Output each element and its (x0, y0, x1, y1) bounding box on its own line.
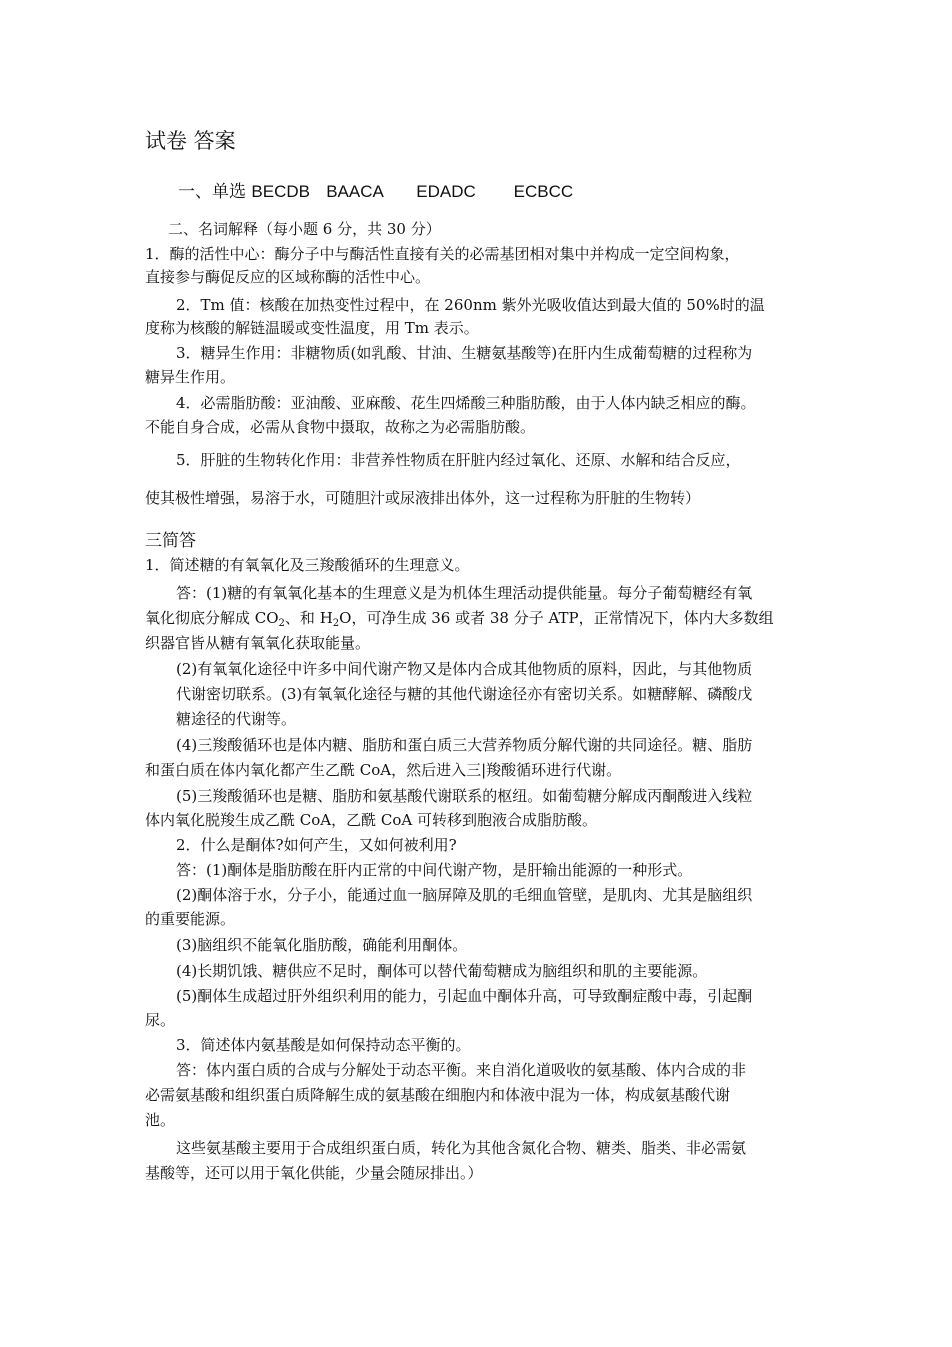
term-5-line-2: 使其极性增强，易溶于水，可随胆汁或尿液排出体外，这一过程称为肝脏的生物转） (145, 489, 701, 507)
term-4-line-1: 4．必需脂肪酸：亚油酸、亚麻酸、花生四烯酸三种脂肪酸，由于人体内缺乏相应的酶。 (176, 394, 756, 412)
answer-1-line-10: 体内氧化脱羧生成乙酰 CoA，乙酰 CoA 可转移到胞液合成脂肪酸。 (145, 811, 597, 829)
answer-2-line-7: 尿。 (145, 1011, 176, 1029)
term-2-line-1: 2．Tm 值：核酸在加热变性过程中，在 260nm 紫外光吸收值达到最大值的 50%时的温 (176, 296, 765, 314)
answer-1-line-1: 答：(1)糖的有氧氧化基本的生理意义是为机体生理活动提供能量。每分子葡萄糖经有氧 (176, 584, 753, 602)
answer-2-line-2: (2)酮体溶于水，分子小，能通过血一脑屏障及肌的毛细血管壁，是肌肉、尤其是脑组织 (176, 886, 753, 904)
single-choice-answers (178, 180, 573, 204)
term-1-line-2: 直接参与酶促反应的区域称酶的活性中心。 (145, 268, 431, 286)
answer-2-line-5: (4)长期饥饿、糖供应不足时，酮体可以替代葡萄糖成为脑组织和肌的主要能源。 (176, 962, 708, 980)
answer-3-line-1: 答：体内蛋白质的合成与分解处于动态平衡。来自消化道吸收的氨基酸、体内合成的非 (176, 1061, 747, 1079)
answer-1-line-2: 氧化彻底分解成 $CO_2$、和 $H_2O$，可净生成 36 或者 38 分子 ATP，正常情况下，体内大多数组 (145, 609, 774, 629)
term-4-line-2: 不能自身合成，必需从食物中摄取，故称之为必需脂肪酸。 (145, 418, 536, 436)
question-3: 3．简述体内氨基酸是如何保持动态平衡的。 (176, 1036, 471, 1054)
answer-3-line-5: 基酸等，还可以用于氧化供能，少量会随尿排出。） (145, 1164, 483, 1182)
short-answer-heading: 三简答 (145, 531, 196, 551)
answer-1-line-9: (5)三羧酸循环也是糖、脂肪和氨基酸代谢联系的枢纽。如葡萄糖分解成丙酮酸进入线粒 (176, 787, 753, 805)
answer-1-line-8: 和蛋白质在体内氧化都产生乙酰 CoA，然后进入三|羧酸循环进行代谢。 (145, 761, 622, 779)
answer-3-line-4: 这些氨基酸主要用于合成组织蛋白质，转化为其他含氮化合物、糖类、脂类、非必需氨 (176, 1139, 747, 1157)
answer-group-1: BECDB (251, 182, 310, 201)
answer-group-2: BAACA (326, 182, 384, 201)
answer-2-line-6: (5)酮体生成超过肝外组织利用的能力，引起血中酮体升高，可导致酮症酸中毒，引起酮 (176, 987, 753, 1005)
answer-1-line-6: 糖途径的代谢等。 (176, 710, 297, 728)
answer-2-line-3: 的重要能源。 (145, 910, 236, 928)
answer-group-3: EDADC (416, 182, 476, 201)
term-2-line-2: 度称为核酸的解链温暖或变性温度，用 Tm 表示。 (145, 319, 479, 337)
term-5-line-1: 5．肝脏的生物转化作用：非营养性物质在肝脏内经过氧化、还原、水解和结合反应， (176, 451, 741, 469)
answer-1-line-5: 代谢密切联系。(3)有氧氧化途径与糖的其他代谢途径亦有密切关系。如糖酵解、磷酸戊 (176, 685, 753, 703)
single-choice-label: 一、单选 (178, 182, 252, 202)
answer-1-line-4: (2)有氧氧化途径中许多中间代谢产物又是体内合成其他物质的原料，因此，与其他物质 (176, 660, 753, 678)
term-1-line-1: 1．酶的活性中心：酶分子中与酶活性直接有关的必需基团相对集中并构成一定空间构象， (145, 245, 740, 263)
terms-heading: 二、名词解释（每小题 6 分，共 30 分） (168, 220, 441, 238)
question-2: 2．什么是酮体?如何产生，又如何被利用? (176, 836, 457, 854)
term-3-line-1: 3．糖异生作用：非糖物质(如乳酸、甘油、生糖氨基酸等)在肝内生成葡萄糖的过程称为 (176, 344, 753, 362)
answer-2-line-1: 答：(1)酮体是脂肪酸在肝内正常的中间代谢产物，是肝输出能源的一种形式。 (176, 861, 693, 879)
answer-1-line-7: (4)三羧酸循环也是体内糖、脂肪和蛋白质三大营养物质分解代谢的共同途径。糖、脂肪 (176, 736, 753, 754)
answer-3-line-3: 池。 (145, 1111, 176, 1129)
answer-group-4: ECBCC (513, 182, 574, 201)
answer-2-line-4: (3)脑组织不能氧化脂肪酸，确能利用酮体。 (176, 936, 468, 954)
answer-3-line-2: 必需氨基酸和组织蛋白质降解生成的氨基酸在细胞内和体液中混为一体，构成氨基酸代谢 (145, 1086, 731, 1104)
term-3-line-2: 糖异生作用。 (145, 368, 236, 386)
page-title: 试卷 答案 (145, 129, 236, 153)
question-1: 1．简述糖的有氧氧化及三羧酸循环的生理意义。 (145, 556, 470, 574)
answer-1-line-3: 织器官皆从糖有氧氧化获取能量。 (145, 634, 371, 652)
